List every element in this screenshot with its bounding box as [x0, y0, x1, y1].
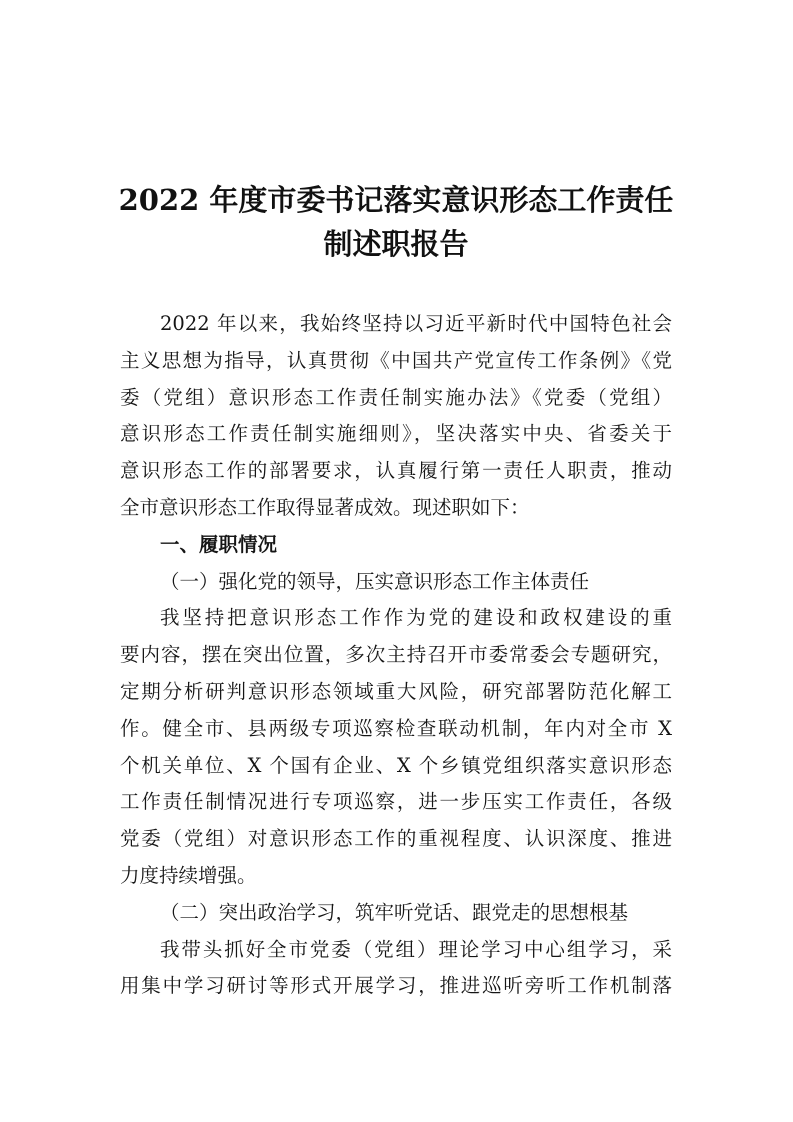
intro-paragraph: [120, 306, 672, 527]
paragraph-line: 意识形态工作的部署要求，认真履行第一责任人职责，推动: [120, 459, 672, 483]
paragraph-line: 定期分析研判意识形态领域重大风险，研究部署防范化解工: [120, 679, 672, 703]
paragraph-line: 全市意识形态工作取得显著成效。现述职如下：: [120, 495, 530, 519]
document-title-line-2: 制述职报告: [323, 227, 469, 261]
paragraph-line: 委（党组）意识形态工作责任制实施办法》《党委（党组）: [120, 385, 672, 409]
subsection-2-paragraph: [120, 932, 672, 1006]
paragraph-line: 主义思想为指导，认真贯彻《中国共产党宣传工作条例》《党: [120, 348, 672, 372]
subsection-1-paragraph: [120, 600, 672, 894]
subsection-heading: （一）强化党的领导，压实意识形态工作主体责任: [160, 569, 590, 593]
paragraph-line: 我带头抓好全市党委（党组）理论学习中心组学习，采: [160, 937, 672, 961]
section-heading: 一、履职情况: [160, 532, 278, 556]
paragraph-line: 工作责任制情况进行专项巡察，进一步压实工作责任，各级: [120, 790, 672, 814]
document-title-line-1: 2022 年度市委书记落实意识形态工作责任: [118, 183, 674, 217]
paragraph-line: 力度持续增强。: [120, 863, 257, 887]
paragraph-line: 要内容，摆在突出位置，多次主持召开市委常委会专题研究，: [120, 643, 672, 667]
paragraph-line: 用集中学习研讨等形式开展学习，推进巡听旁听工作机制落: [120, 974, 672, 998]
paragraph-line: 作。健全市、县两级专项巡察检查联动机制，年内对全市 X: [120, 716, 672, 740]
document-body: [120, 306, 672, 1005]
subsection-heading: （二）突出政治学习，筑牢听党话、跟党走的思想根基: [160, 900, 629, 924]
paragraph-line: 我坚持把意识形态工作作为党的建设和政权建设的重: [160, 606, 672, 630]
paragraph-line: 意识形态工作责任制实施细则》，坚决落实中央、省委关于: [120, 422, 672, 446]
paragraph-line: 党委（党组）对意识形态工作的重视程度、认识深度、推进: [120, 827, 672, 851]
paragraph-line: 个机关单位、X 个国有企业、X 个乡镇党组织落实意识形态: [120, 753, 672, 777]
paragraph-line: 2022 年以来，我始终坚持以习近平新时代中国特色社会: [160, 312, 672, 335]
